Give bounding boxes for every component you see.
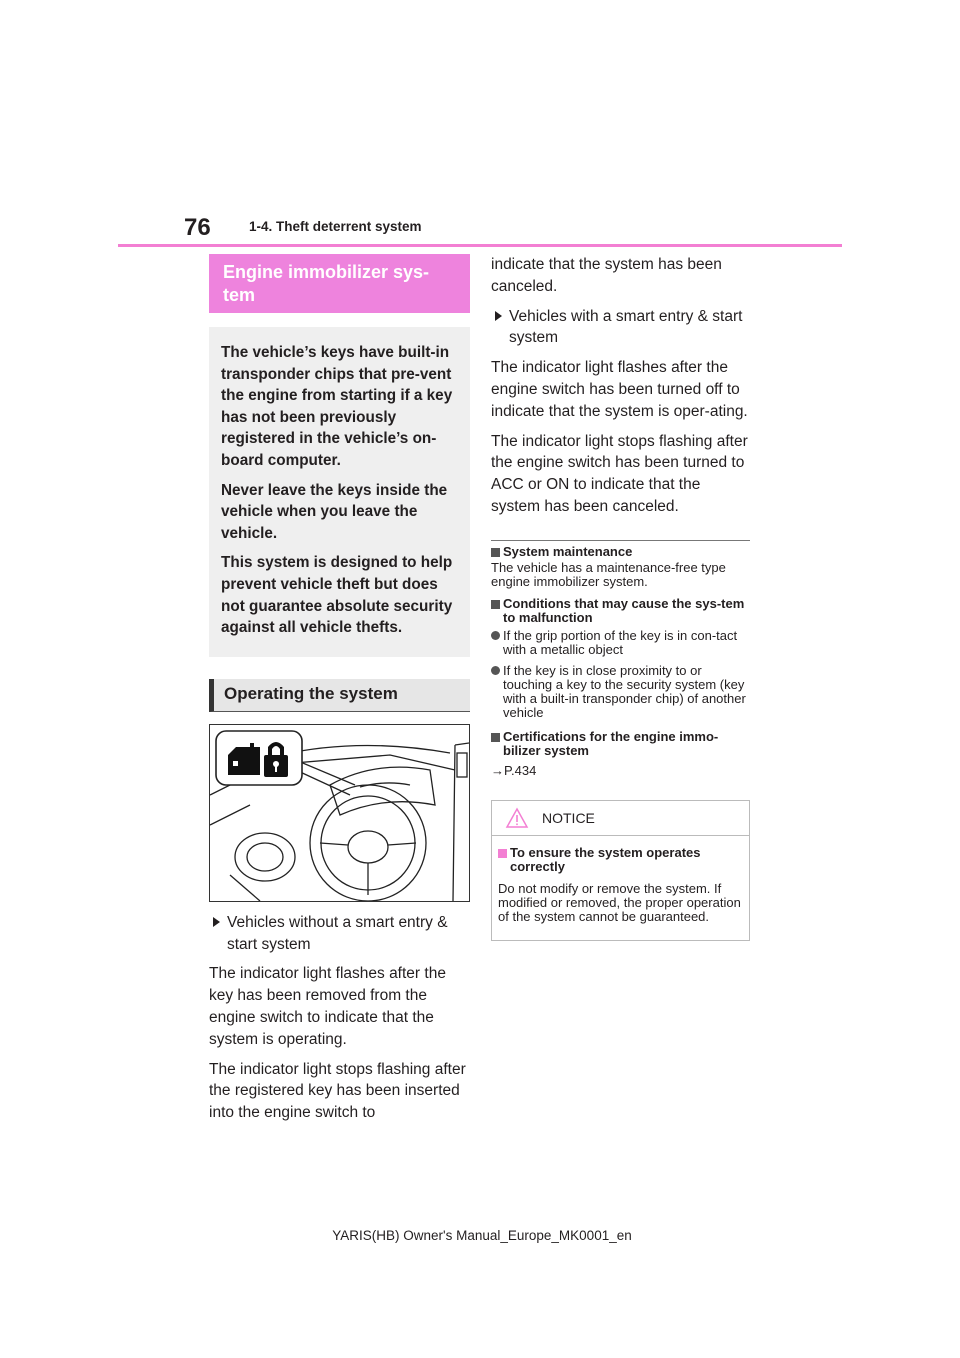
- info-heading: [491, 597, 750, 625]
- body-paragraph: indicate that the system has been canceled.: [491, 256, 722, 295]
- right-body: [491, 254, 750, 518]
- info-heading-text: System maintenance: [503, 543, 633, 559]
- intro-paragraph: Never leave the keys inside the vehicle when you leave the vehicle.: [221, 481, 448, 542]
- dashboard-illustration: [209, 724, 470, 902]
- section-title: 1-4. Theft deterrent system: [249, 219, 422, 234]
- info-text: The vehicle has a maintenance-free type engine immobilizer system.: [491, 559, 726, 589]
- info-heading-text: Conditions that may cause the sys-tem to malfunction: [503, 595, 745, 625]
- notice-text: Do not modify or remove the system. If modified or removed, the proper operation of the system cannot be guaranteed.: [498, 880, 741, 924]
- square-bullet-icon: [491, 733, 500, 742]
- notice-body: [492, 836, 749, 940]
- warning-triangle-icon: [505, 807, 529, 829]
- square-bullet-icon: [491, 600, 500, 609]
- list-item: [491, 664, 750, 720]
- list-item-text: If the key is in close proximity to or touching a key to the security system (key with a built-in transponder chip) of another vehicle: [503, 662, 746, 720]
- square-bullet-icon: [491, 548, 500, 557]
- bullet-item: [209, 912, 470, 956]
- list-item-text: If the grip portion of the key is in con-tact with a metallic object: [503, 627, 738, 657]
- page-number: 76: [184, 214, 211, 241]
- intro-paragraph: The vehicle’s keys have built-in transponder chips that pre-vent the engine from starting if a key has not been previously registered in the vehicle’s on-board computer.: [221, 344, 453, 469]
- triangle-bullet-icon: [495, 311, 502, 321]
- circle-bullet-icon: [491, 631, 500, 640]
- notice-box: [491, 800, 750, 941]
- triangle-bullet-icon: [213, 917, 220, 927]
- bullet-text: Vehicles without a smart entry & start system: [227, 913, 448, 953]
- info-heading: [491, 545, 750, 559]
- operating-system-heading: Operating the system: [209, 679, 470, 712]
- notice-heading: [498, 846, 743, 874]
- notice-label: NOTICE: [542, 809, 595, 826]
- footer: YARIS(HB) Owner's Manual_Europe_MK0001_en: [332, 1228, 632, 1243]
- list-item: [491, 629, 750, 657]
- page-reference: →P.434: [491, 762, 537, 778]
- notice-heading-text: To ensure the system operates correctly: [510, 844, 701, 874]
- intro-box: [209, 327, 470, 657]
- square-bullet-icon: [498, 849, 507, 858]
- body-paragraph: The indicator light stops flashing after the engine switch has been turned to ACC or ON to indicate that the system has been canceled.: [491, 432, 748, 515]
- body-paragraph: The indicator light flashes after the key has been removed from the engine switch to indicate that the system is operating.: [209, 965, 446, 1048]
- info-heading-text: Certifications for the engine immo-bilizer system: [503, 728, 719, 758]
- body-paragraph: The indicator light stops flashing after the registered key has been inserted into the engine switch to: [209, 1060, 466, 1122]
- info-block: [491, 540, 750, 778]
- info-heading: [491, 730, 750, 758]
- intro-paragraph: This system is designed to help prevent vehicle theft but does not guarantee absolute security against all vehicle thefts.: [221, 554, 453, 637]
- circle-bullet-icon: [491, 666, 500, 675]
- body-paragraph: The indicator light flashes after the engine switch has been turned off to indicate that the system is oper-ating.: [491, 359, 748, 420]
- engine-immobilizer-heading: Engine immobilizer sys-tem: [209, 254, 470, 313]
- left-column: [209, 254, 470, 1132]
- notice-header: [492, 801, 749, 836]
- bullet-item: [491, 306, 750, 350]
- left-body: [209, 912, 470, 1124]
- right-column: [491, 254, 750, 941]
- header-rule: [118, 244, 842, 247]
- bullet-text: Vehicles with a smart entry & start system: [509, 307, 743, 347]
